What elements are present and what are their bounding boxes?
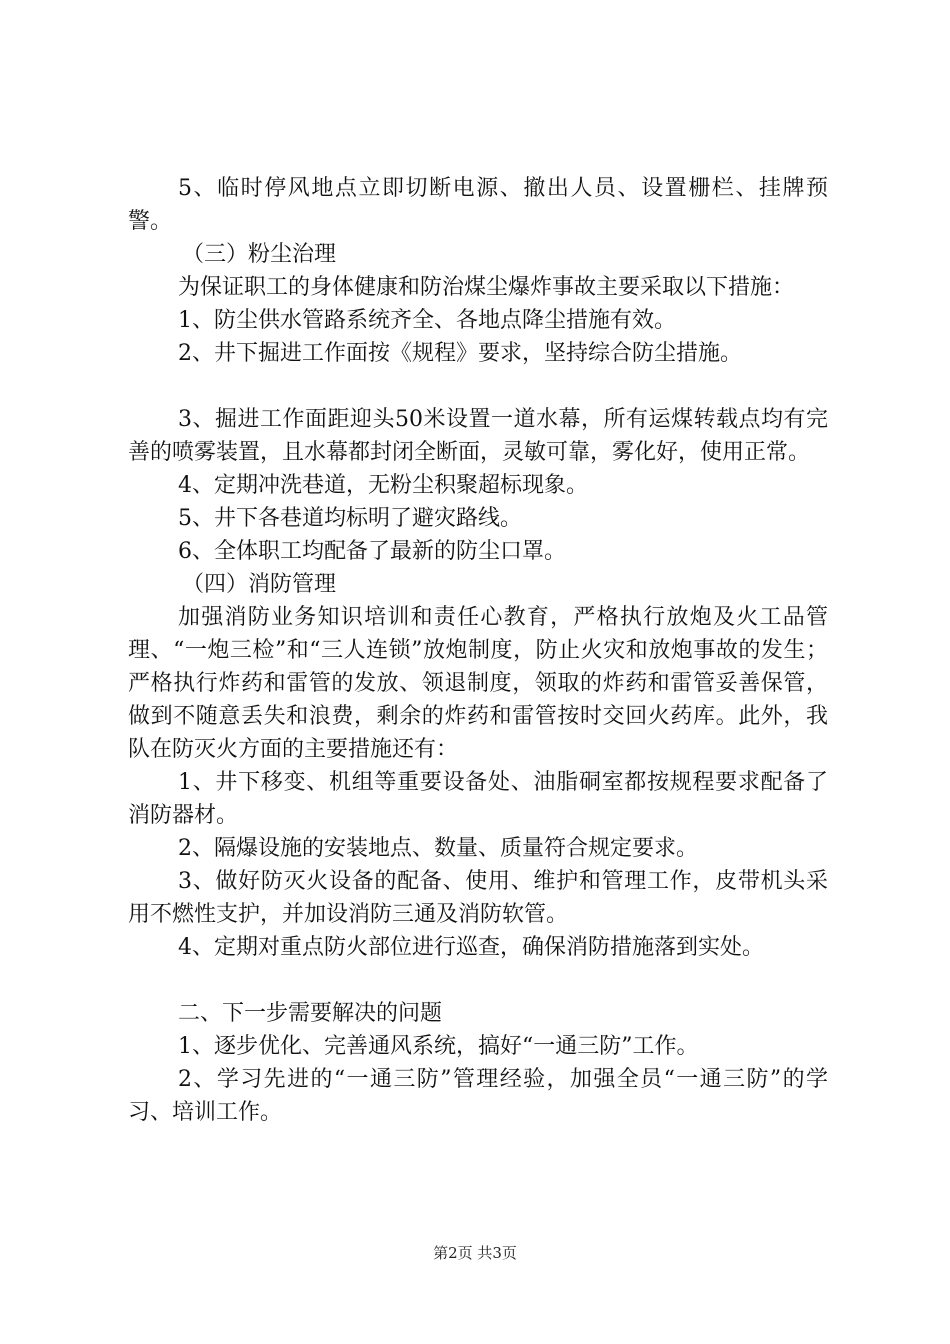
- paragraph-fire-item-1: 1、井下移变、机组等重要设备处、油脂硐室都按规程要求配备了消防器材。: [128, 770, 828, 828]
- section-heading-fire-management: （四）消防管理: [182, 572, 337, 597]
- paragraph-dust-item-4: 4、定期冲洗巷道，无粉尘积聚超标现象。: [178, 473, 588, 498]
- paragraph-fire-item-2: 2、隔爆设施的安装地点、数量、质量符合规定要求。: [178, 836, 698, 861]
- paragraph-fire-item-4: 4、定期对重点防火部位进行巡查，确保消防措施落到实处。: [178, 935, 764, 960]
- paragraph-next-item-1: 1、逐步优化、完善通风系统，搞好“一通三防”工作。: [178, 1034, 699, 1059]
- paragraph-dust-item-1: 1、防尘供水管路系统齐全、各地点降尘措施有效。: [178, 308, 676, 333]
- section-heading-next-steps: 二、下一步需要解决的问题: [178, 1001, 443, 1026]
- paragraph-dust-intro: 为保证职工的身体健康和防治煤尘爆炸事故主要采取以下措施：: [178, 275, 795, 300]
- document-body: [128, 172, 828, 1129]
- paragraph-dust-item-6: 6、全体职工均配备了最新的防尘口罩。: [178, 539, 566, 564]
- paragraph-item-5-ventilation: 5、临时停风地点立即切断电源、撤出人员、设置栅栏、挂牌预警。: [128, 176, 828, 234]
- paragraph-dust-item-5: 5、井下各巷道均标明了避灾路线。: [178, 506, 522, 531]
- paragraph-fire-item-3: 3、做好防灭火设备的配备、使用、维护和管理工作，皮带机头采用不燃性支护，并加设消防三通及消防软管。: [128, 869, 828, 927]
- paragraph-fire-intro: 加强消防业务知识培训和责任心教育，严格执行放炮及火工品管理、“一炮三检”和“三人连锁”放炮制度，防止火灾和放炮事故的发生；严格执行炸药和雷管的发放、领退制度，领取的炸药和雷管妥善保管，做到不随意丢失和浪费，剩余的炸药和雷管按时交回火药库。此外，我队在防灭火方面的主要措施还有：: [128, 605, 828, 762]
- section-heading-dust-control: （三）粉尘治理: [182, 242, 337, 267]
- paragraph-dust-item-3: 3、掘进工作面距迎头50米设置一道水幕，所有运煤转载点均有完善的喷雾装置，且水幕都封闭全断面，灵敏可靠，雾化好，使用正常。: [128, 407, 828, 465]
- page-number-footer: 第2页 共3页: [433, 1244, 517, 1262]
- paragraph-dust-item-2: 2、井下掘进工作面按《规程》要求，坚持综合防尘措施。: [178, 341, 742, 366]
- paragraph-next-item-2: 2、学习先进的“一通三防”管理经验，加强全员“一通三防”的学习、培训工作。: [128, 1067, 828, 1125]
